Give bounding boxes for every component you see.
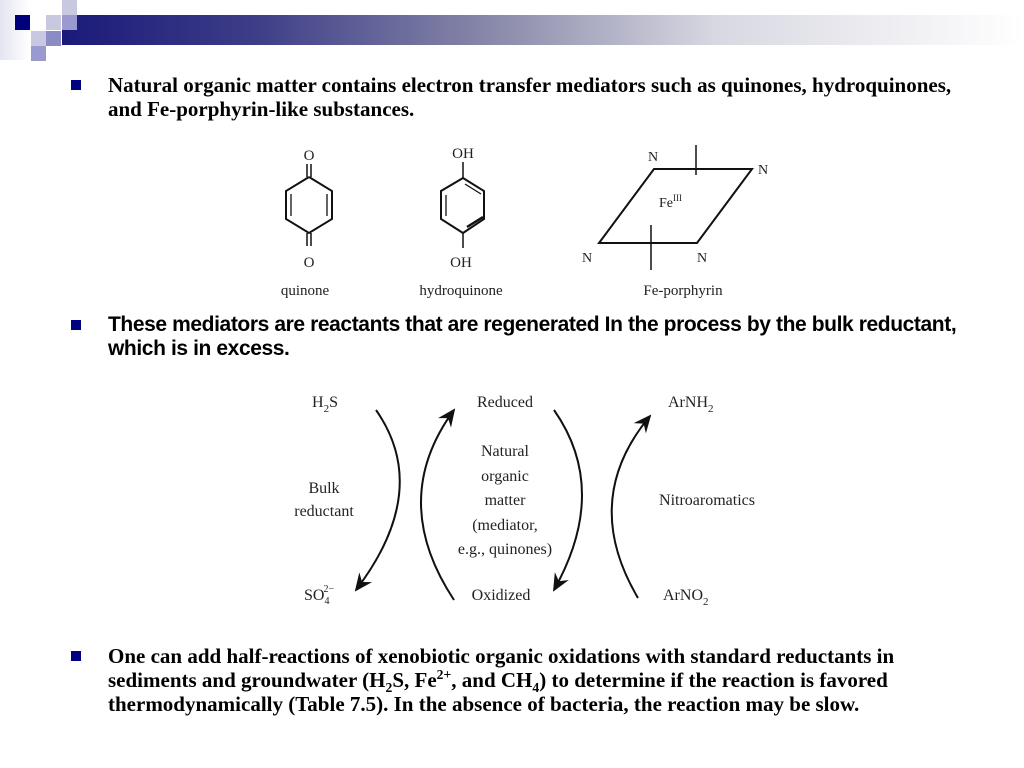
quinone-structure — [281, 148, 332, 299]
atom-label: O — [303, 255, 315, 271]
mediator-line: e.g., quinones) — [457, 541, 553, 558]
bullet-text: One can add half-reactions of xenobiotic organic oxidations with standard reductants in sediments and groundwater ($H_2S$, $Fe^{2+}$, and $CH_4$) to determine if the reaction is favored thermodynamically (Table 7.5). In the absence of bacteria, the reaction may be slow. — [108, 644, 895, 716]
arrow-up — [421, 410, 454, 600]
header-gradient-bar — [62, 15, 1024, 45]
bullet-item — [108, 313, 988, 361]
bullet-square-icon — [71, 651, 81, 661]
arnh2-label: ArNH$_2$ — [668, 394, 714, 415]
atom-label: N — [581, 251, 593, 266]
sulfate-label: $SO_42-$ — [304, 584, 335, 607]
oxidized-label: Oxidized — [471, 587, 531, 604]
mediator-line: Natural — [481, 443, 529, 460]
bulk-reductant-group — [294, 394, 400, 607]
bullet-square-icon — [71, 320, 81, 330]
bulk-label: Bulk — [308, 480, 340, 497]
mediator-group — [421, 394, 582, 604]
header-square — [46, 31, 61, 46]
mediator-line: matter — [484, 492, 526, 509]
arrow-up — [612, 416, 650, 598]
bullet-item — [108, 73, 988, 121]
reductant-label: reductant — [294, 503, 354, 520]
structure-label: Fe-porphyrin — [643, 283, 723, 299]
arno2-label: ArNO$_2$ — [663, 587, 709, 608]
mediator-line: (mediator, — [472, 517, 538, 534]
redox-cycle-diagram — [280, 380, 780, 610]
h2s-label: $H_2S$ — [312, 394, 338, 415]
bullet-text: Natural organic matter contains electron transfer mediators such as quinones, hydroquinones, and Fe-porphyrin-like substances. — [108, 73, 952, 121]
header-fade — [0, 0, 30, 60]
center-label: $Fe^{III}$ — [659, 193, 682, 211]
header-square — [31, 31, 46, 46]
header-square — [62, 0, 77, 15]
fe-porphyrin-structure — [582, 145, 768, 299]
chemical-structures — [255, 140, 795, 305]
atom-label: N — [647, 150, 659, 165]
mediator-line: organic — [481, 468, 529, 485]
atom-label: N — [696, 251, 708, 266]
header-square — [46, 15, 61, 30]
atom-label: N — [757, 163, 769, 178]
bullet-text: These mediators are reactants that are regenerated In the process by the bulk reductant, which is in excess. — [108, 313, 957, 360]
hydroquinone-structure — [419, 146, 503, 299]
reduced-label: Reduced — [477, 394, 533, 411]
nitroaromatics-group — [612, 394, 755, 608]
nitroaromatics-label: Nitroaromatics — [659, 492, 755, 509]
atom-label: O — [303, 148, 315, 164]
bullet-square-icon — [71, 80, 81, 90]
header-square — [15, 15, 30, 30]
structure-label: hydroquinone — [419, 283, 503, 299]
arrow-down — [356, 410, 400, 590]
bullet-item — [108, 644, 988, 716]
header-square — [31, 46, 46, 61]
header-square — [62, 15, 77, 30]
arrow-down — [554, 410, 582, 590]
structure-label: quinone — [280, 283, 330, 299]
group-label: OH — [452, 146, 474, 162]
group-label: OH — [450, 255, 472, 271]
